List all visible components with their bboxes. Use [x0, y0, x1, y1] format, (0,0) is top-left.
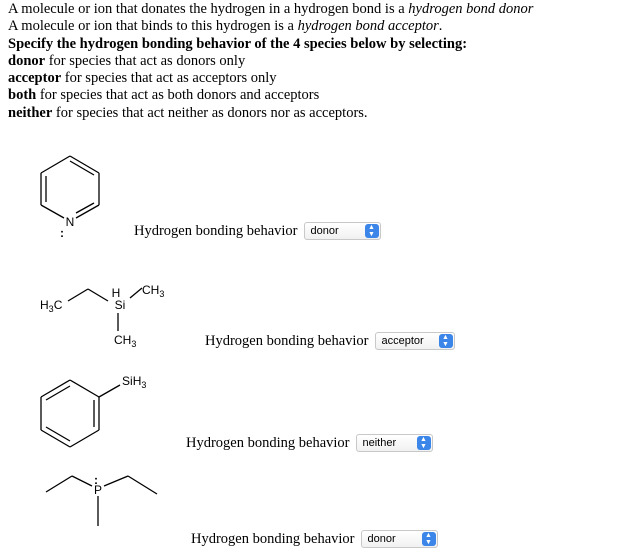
term-donor-definition: hydrogen bond donor [408, 1, 534, 17]
sih3-group: SiH$_3$ [122, 374, 147, 390]
option-donor: donor for species that act as donors only [8, 52, 246, 69]
behavior-label: Hydrogen bonding behavior [134, 222, 298, 239]
nitrogen-atom: N [65, 215, 75, 229]
ch3-top-group: $CH_3$ [142, 283, 165, 299]
select-value: neither [362, 437, 397, 449]
silicon-atom: Si [114, 298, 126, 312]
up-down-chevron-icon: ▲ ▼ [422, 532, 436, 546]
behavior-row-2 [205, 332, 455, 350]
lone-pair: : [60, 226, 64, 240]
phosphorus-atom: P [93, 483, 103, 497]
select-value: donor [310, 225, 339, 237]
behavior-row-3 [186, 434, 433, 452]
lone-pair: : [94, 473, 98, 487]
option-neither: neither for species that act neither as donors nor as acceptors. [8, 104, 368, 121]
select-value: acceptor [381, 335, 424, 347]
phenylsilane-structure [30, 370, 170, 460]
up-down-chevron-icon: ▲ ▼ [439, 334, 453, 348]
behavior-select-2[interactable] [375, 332, 455, 350]
behavior-select-4[interactable] [361, 530, 438, 548]
behavior-label: Hydrogen bonding behavior [186, 434, 350, 451]
h3c-group: $H_3C$ [40, 298, 63, 314]
instructions [8, 1, 614, 122]
up-down-chevron-icon: ▲ ▼ [365, 224, 379, 238]
hydrogen-atom: H [111, 286, 121, 300]
intro-instruction: Specify the hydrogen bonding behavior of the 4 species below by selecting: [8, 35, 468, 52]
behavior-row-1 [134, 222, 381, 240]
behavior-label: Hydrogen bonding behavior [205, 332, 369, 349]
behavior-select-1[interactable] [304, 222, 381, 240]
intro-line-2: A molecule or ion that binds to this hydrogen is a hydrogen bond acceptor. [8, 18, 443, 35]
behavior-label: Hydrogen bonding behavior [191, 530, 355, 547]
intro-line-1: A molecule or ion that donates the hydrogen in a hydrogen bond is a hydrogen bond donor [8, 1, 534, 17]
silane-structure [40, 276, 190, 351]
behavior-select-3[interactable] [356, 434, 433, 452]
option-both: both for species that act as both donors and acceptors [8, 87, 320, 104]
option-acceptor: acceptor for species that act as acceptors only [8, 70, 277, 87]
term-acceptor-definition: hydrogen bond acceptor [297, 18, 439, 35]
pyridine-structure [30, 150, 110, 245]
select-value: donor [367, 533, 396, 545]
ch3-bottom-group: $CH_3$ [114, 333, 137, 349]
up-down-chevron-icon: ▲ ▼ [417, 436, 431, 450]
phosphine-structure [40, 466, 170, 536]
behavior-row-4 [191, 530, 438, 548]
